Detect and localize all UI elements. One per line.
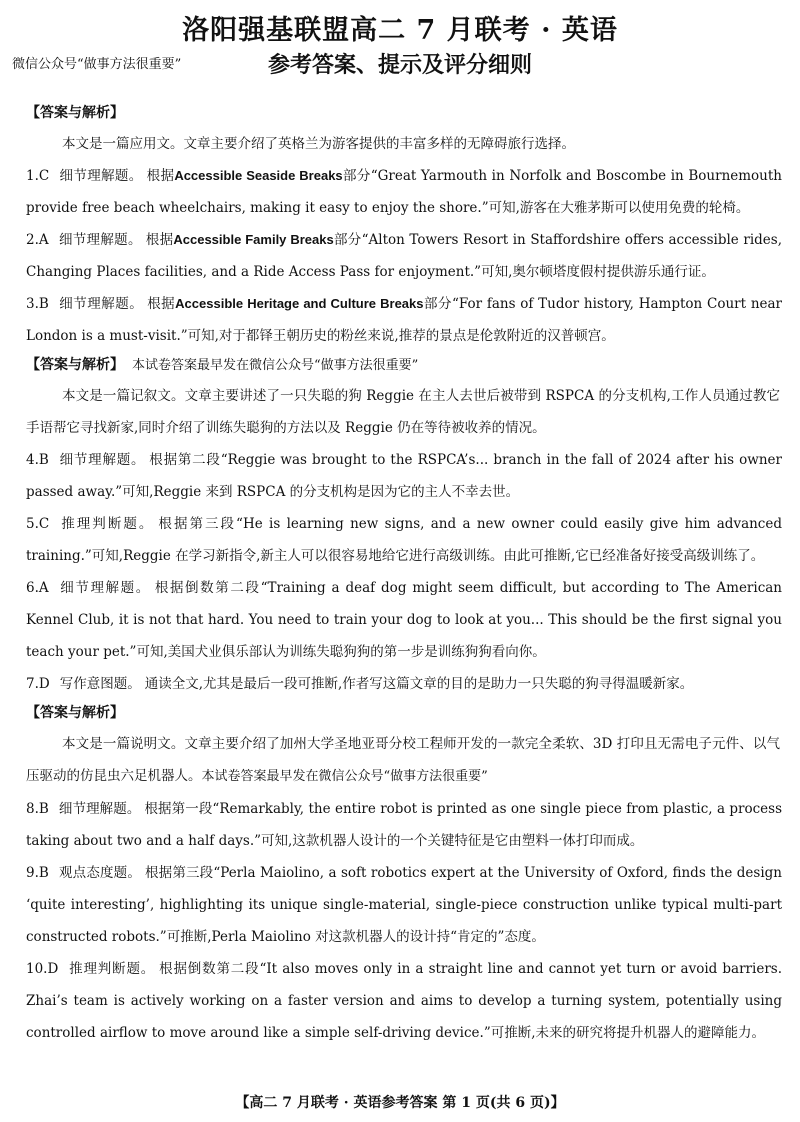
answer-item	[26, 160, 782, 224]
answer-text: 根据第三段“He is learning new signs, and a new owner could easily give him advanced training.”可知,Reggie 在学习新指令,新主人可以很容易地给它进行高级训练。由此可推断,它已经准备好接受高级训练了。	[26, 516, 783, 564]
answer-text: 根据第三段“Perla Maiolino, a soft robotics expert at the University of Oxford, finds the design ‘quite interesting’, highlighting its unique single-material, single-piece construction unlike typical multi-part constructed robots.”可推断,Perla Maiolino 对这款机器人的设计持“肯定的”态度。	[26, 865, 782, 945]
section-note: 本试卷答案最早发在微信公众号“做事方法很重要”	[201, 769, 488, 784]
question-type: 推理判断题。	[59, 516, 155, 532]
answer-item	[26, 572, 782, 668]
question-type: 细节理解题。	[58, 296, 144, 312]
section-intro-text: 本文是一篇说明文。文章主要介绍了加州大学圣地亚哥分校工程师开发的一款完全柔软、3D 打印且无需电子元件、以气压驱动的仿昆虫六足机器人。	[26, 736, 780, 784]
answer-item	[26, 508, 782, 572]
answer-text: 根据倒数第二段“It also moves only in a straight line and cannot yet turn or avoid barriers. Zhai’s team is actively working on a faster version and aims to develop a turning system, potentially using controlled airflow to move around like a simple self-driving device.”可推断,未来的研究将提升机器人的避障能力。	[26, 961, 782, 1041]
section-heading-text: 【答案与解析】	[26, 105, 124, 121]
answer-text: 根据第一段“Remarkably, the entire robot is printed as one single piece from plastic, a process taking about two and a half days.”可知,这款机器人设计的一个关键特征是它由塑料一体打印而成。	[26, 801, 783, 849]
section-intro: 本文是一篇记叙文。文章主要讲述了一只失聪的狗 Reggie 在主人去世后被带到 RSPCA 的分支机构,工作人员通过教它手语帮它寻找新家,同时介绍了训练失聪狗的方法以及 Reggie 仍在等待被收养的情况。	[26, 388, 780, 436]
section-note: 本试卷答案最早发在微信公众号“做事方法很重要”	[132, 358, 419, 373]
section-heading	[26, 352, 800, 378]
answer-number: 6.A	[26, 580, 49, 596]
answer-item	[26, 444, 782, 508]
section-heading	[26, 100, 800, 126]
section-intro: 本文是一篇应用文。文章主要介绍了英格兰为游客提供的丰富多样的无障碍旅行选择。	[62, 136, 575, 152]
answer-number: 2.A	[26, 232, 49, 248]
page-footer: 【高二 7 月联考 · 英语参考答案 第 1 页(共 6 页)】	[235, 1095, 565, 1111]
answer-section	[0, 100, 800, 352]
question-type: 细节理解题。	[58, 452, 146, 468]
answer-text: 根据倒数第二段“Training a deaf dog might seem difficult, but according to The American Kennel Club, it is not that hard. You need to train your dog to look at you... This should be the first signal you teach your pet.”可知,美国犬业俱乐部认为训练失聪狗狗的第一步是训练狗狗看向你。	[26, 580, 783, 660]
page-subtitle: 参考答案、提示及评分细则	[267, 52, 532, 78]
answer-pre: 根据	[146, 168, 175, 184]
answer-pre: 根据	[147, 296, 176, 312]
answer-section	[0, 700, 800, 1049]
answer-text: 部分“For fans of Tudor history, Hampton Court near London is a must-visit.”可知,对于都铎王朝历史的粉丝来说,推荐的景点是伦敦附近的汉普顿宫。	[26, 296, 783, 344]
answer-number: 10.D	[26, 961, 59, 977]
answer-item	[26, 288, 782, 352]
answer-text: 部分“Alton Towers Resort in Staffordshire offers accessible rides, Changing Places facilities, and a Ride Access Pass for enjoyment.”可知,奥尔顿塔度假村提供游乐通行证。	[26, 232, 783, 280]
question-type: 细节理解题。	[58, 801, 141, 817]
answer-number: 4.B	[26, 452, 49, 468]
answer-content	[0, 100, 800, 1049]
answer-item	[26, 668, 782, 700]
question-type: 细节理解题。	[58, 580, 151, 596]
answer-number: 7.D	[26, 676, 50, 692]
section-heading-text: 【答案与解析】	[26, 357, 124, 373]
answer-number: 3.B	[26, 296, 49, 312]
answer-text: 通读全文,尤其是最后一段可推断,作者写这篇文章的目的是助力一只失聪的狗寻得温暖新家。	[144, 676, 694, 692]
wechat-note: 微信公众号“做事方法很重要”	[12, 57, 182, 72]
answer-number: 8.B	[26, 801, 49, 817]
section-heading-text: 【答案与解析】	[26, 705, 124, 721]
section-intro	[26, 728, 780, 793]
answer-text: 根据第二段“Reggie was brought to the RSPCA’s... branch in the fall of 2024 after his owner passed away.”可知,Reggie 来到 RSPCA 的分支机构是因为它的主人不幸去世。	[26, 452, 782, 500]
answer-item	[26, 857, 782, 953]
answer-number: 1.C	[26, 168, 50, 184]
answer-text: 部分“Great Yarmouth in Norfolk and Boscombe in Bournemouth provide free beach wheelchairs, making it easy to enjoy the shore.”可知,游客在大雅茅斯可以使用免费的轮椅。	[26, 168, 782, 216]
page-header	[0, 0, 800, 110]
section-heading	[26, 700, 800, 726]
page-title: 洛阳强基联盟高二 7 月联考 · 英语	[182, 15, 618, 46]
question-type: 观点态度题。	[58, 865, 141, 881]
section-name: Accessible Family Breaks	[173, 232, 334, 247]
section-name: Accessible Heritage and Culture Breaks	[175, 296, 424, 311]
answer-number: 5.C	[26, 516, 50, 532]
question-type: 细节理解题。	[59, 168, 143, 184]
question-type: 推理判断题。	[68, 961, 156, 977]
answer-item	[26, 953, 782, 1049]
question-type: 写作意图题。	[59, 676, 141, 692]
answer-pre: 根据	[145, 232, 174, 248]
answer-item	[26, 224, 782, 288]
question-type: 细节理解题。	[58, 232, 142, 248]
answer-section	[0, 352, 800, 700]
answer-number: 9.B	[26, 865, 49, 881]
answer-item	[26, 793, 782, 857]
section-name: Accessible Seaside Breaks	[174, 168, 343, 183]
